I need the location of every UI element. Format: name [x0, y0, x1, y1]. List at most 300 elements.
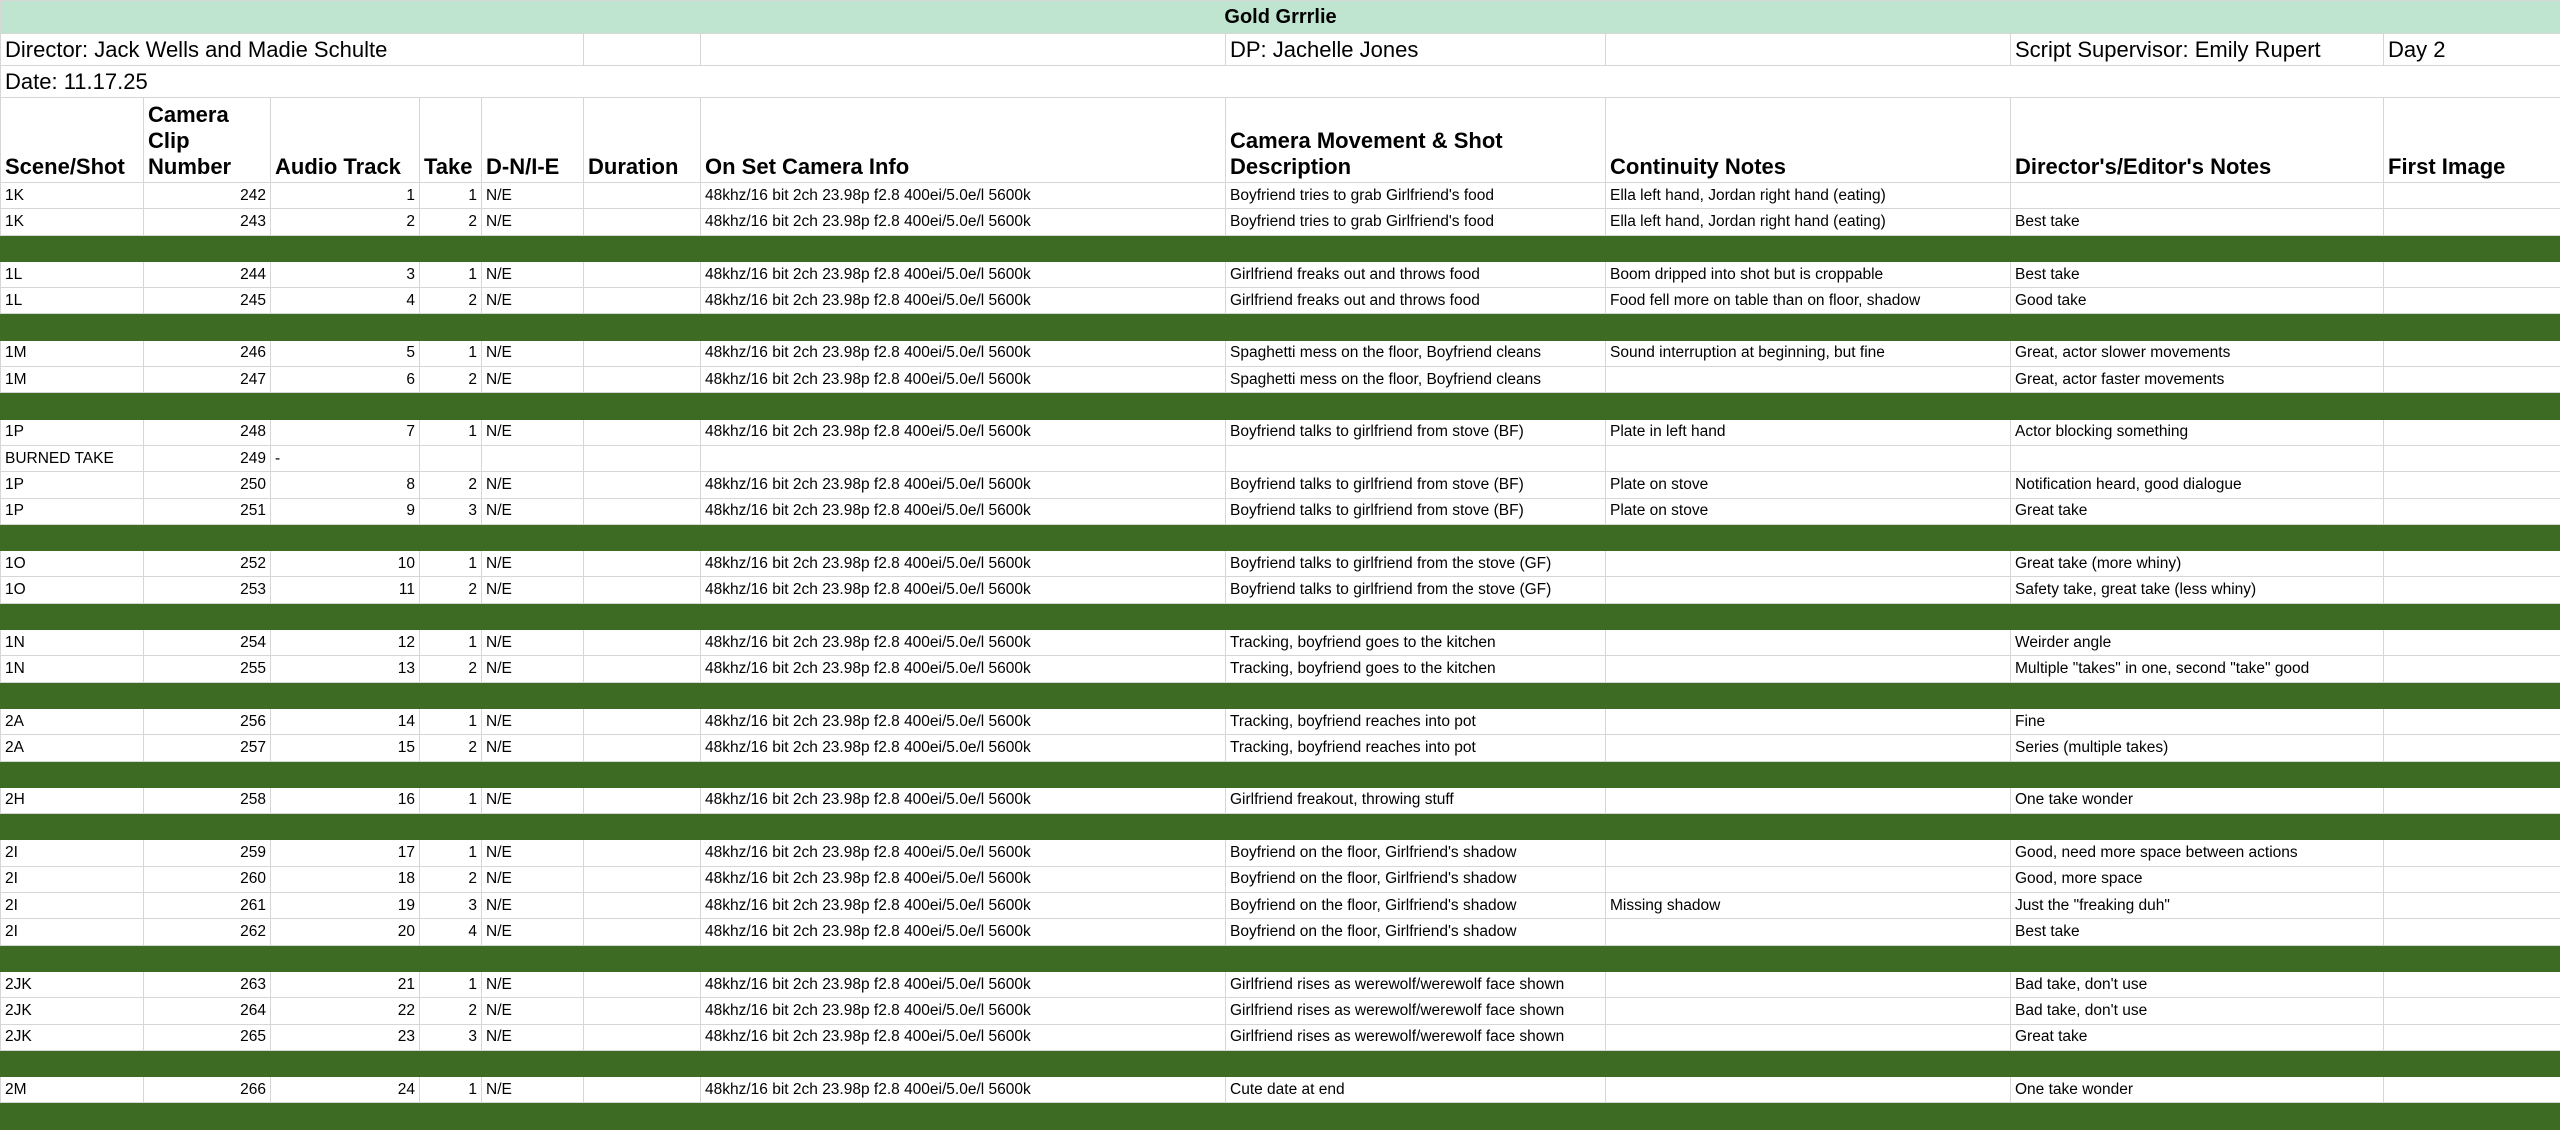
duration-cell[interactable]	[584, 183, 701, 209]
duration-cell[interactable]	[584, 787, 701, 813]
director-notes-cell[interactable]: Good, more space	[2011, 866, 2384, 892]
scene-shot-cell[interactable]: 2M	[1, 1077, 144, 1103]
camera-info-cell[interactable]: 48khz/16 bit 2ch 23.98p f2.8 400ei/5.0e/l 5600k	[701, 998, 1226, 1024]
duration-cell[interactable]	[584, 656, 701, 682]
duration-cell[interactable]	[584, 1024, 701, 1050]
separator-cell[interactable]	[1, 682, 2560, 708]
scene-shot-cell[interactable]: 1O	[1, 551, 144, 577]
clip-number-cell[interactable]: 243	[144, 209, 271, 235]
take-cell[interactable]: 1	[420, 787, 482, 813]
first-image-cell[interactable]	[2384, 866, 2560, 892]
scene-shot-cell[interactable]: 2JK	[1, 998, 144, 1024]
shot-description-cell[interactable]: Girlfriend freakout, throwing stuff	[1226, 787, 1606, 813]
take-cell[interactable]: 1	[420, 971, 482, 997]
director-notes-cell[interactable]: Best take	[2011, 261, 2384, 287]
continuity-notes-cell[interactable]: Missing shadow	[1606, 893, 2011, 919]
take-cell[interactable]: 3	[420, 498, 482, 524]
day-cell[interactable]: Day 2	[2384, 34, 2560, 66]
take-cell[interactable]: 2	[420, 866, 482, 892]
camera-info-cell[interactable]	[701, 445, 1226, 471]
first-image-cell[interactable]	[2384, 630, 2560, 656]
take-cell[interactable]: 2	[420, 209, 482, 235]
header-day-night[interactable]: D-N/I-E	[482, 98, 584, 183]
duration-cell[interactable]	[584, 630, 701, 656]
first-image-cell[interactable]	[2384, 183, 2560, 209]
continuity-notes-cell[interactable]	[1606, 551, 2011, 577]
header-camera-info[interactable]: On Set Camera Info	[701, 98, 1226, 183]
audio-track-cell[interactable]: 7	[271, 419, 420, 445]
duration-cell[interactable]	[584, 498, 701, 524]
clip-number-cell[interactable]: 259	[144, 840, 271, 866]
clip-number-cell[interactable]: 257	[144, 735, 271, 761]
day-night-cell[interactable]: N/E	[482, 840, 584, 866]
director-notes-cell[interactable]: Great, actor faster movements	[2011, 367, 2384, 393]
duration-cell[interactable]	[584, 735, 701, 761]
camera-info-cell[interactable]: 48khz/16 bit 2ch 23.98p f2.8 400ei/5.0e/l 5600k	[701, 183, 1226, 209]
first-image-cell[interactable]	[2384, 498, 2560, 524]
continuity-notes-cell[interactable]	[1606, 1024, 2011, 1050]
separator-cell[interactable]	[1, 1103, 2560, 1129]
director-notes-cell[interactable]: Bad take, don't use	[2011, 998, 2384, 1024]
clip-number-cell[interactable]: 254	[144, 630, 271, 656]
scene-shot-cell[interactable]: 2I	[1, 893, 144, 919]
audio-track-cell[interactable]: 1	[271, 183, 420, 209]
scene-shot-cell[interactable]: 1L	[1, 261, 144, 287]
first-image-cell[interactable]	[2384, 288, 2560, 314]
director-notes-cell[interactable]: One take wonder	[2011, 1077, 2384, 1103]
take-cell[interactable]: 2	[420, 735, 482, 761]
duration-cell[interactable]	[584, 1077, 701, 1103]
director-notes-cell[interactable]: Great take	[2011, 1024, 2384, 1050]
day-night-cell[interactable]: N/E	[482, 630, 584, 656]
day-night-cell[interactable]: N/E	[482, 656, 584, 682]
scene-shot-cell[interactable]: 2I	[1, 840, 144, 866]
date-cell[interactable]: Date: 11.17.25	[1, 66, 2560, 98]
scene-shot-cell[interactable]: 1M	[1, 340, 144, 366]
continuity-notes-cell[interactable]	[1606, 971, 2011, 997]
director-notes-cell[interactable]: Great take (more whiny)	[2011, 551, 2384, 577]
continuity-notes-cell[interactable]: Plate on stove	[1606, 472, 2011, 498]
script-supervisor-cell[interactable]: Script Supervisor: Emily Rupert	[2011, 34, 2384, 66]
audio-track-cell[interactable]: 15	[271, 735, 420, 761]
duration-cell[interactable]	[584, 577, 701, 603]
first-image-cell[interactable]	[2384, 472, 2560, 498]
scene-shot-cell[interactable]: 1K	[1, 183, 144, 209]
separator-cell[interactable]	[1, 1050, 2560, 1076]
shot-description-cell[interactable]: Boyfriend on the floor, Girlfriend's shadow	[1226, 866, 1606, 892]
take-cell[interactable]: 3	[420, 893, 482, 919]
continuity-notes-cell[interactable]	[1606, 787, 2011, 813]
take-cell[interactable]: 1	[420, 840, 482, 866]
audio-track-cell[interactable]: 4	[271, 288, 420, 314]
director-notes-cell[interactable]: Great, actor slower movements	[2011, 340, 2384, 366]
director-notes-cell[interactable]: Weirder angle	[2011, 630, 2384, 656]
clip-number-cell[interactable]: 264	[144, 998, 271, 1024]
day-night-cell[interactable]: N/E	[482, 919, 584, 945]
audio-track-cell[interactable]: 22	[271, 998, 420, 1024]
header-camera-clip-number[interactable]: Camera Clip Number	[144, 98, 271, 183]
day-night-cell[interactable]: N/E	[482, 1077, 584, 1103]
duration-cell[interactable]	[584, 840, 701, 866]
shot-description-cell[interactable]: Boyfriend on the floor, Girlfriend's shadow	[1226, 893, 1606, 919]
first-image-cell[interactable]	[2384, 1024, 2560, 1050]
clip-number-cell[interactable]: 258	[144, 787, 271, 813]
continuity-notes-cell[interactable]	[1606, 630, 2011, 656]
audio-track-cell[interactable]: 21	[271, 971, 420, 997]
clip-number-cell[interactable]: 266	[144, 1077, 271, 1103]
empty-cell[interactable]	[1606, 34, 2011, 66]
shot-description-cell[interactable]: Boyfriend talks to girlfriend from stove (BF)	[1226, 419, 1606, 445]
day-night-cell[interactable]: N/E	[482, 735, 584, 761]
duration-cell[interactable]	[584, 445, 701, 471]
day-night-cell[interactable]: N/E	[482, 577, 584, 603]
clip-number-cell[interactable]: 251	[144, 498, 271, 524]
separator-cell[interactable]	[1, 524, 2560, 550]
director-notes-cell[interactable]: Best take	[2011, 209, 2384, 235]
clip-number-cell[interactable]: 265	[144, 1024, 271, 1050]
clip-number-cell[interactable]: 252	[144, 551, 271, 577]
camera-info-cell[interactable]: 48khz/16 bit 2ch 23.98p f2.8 400ei/5.0e/l 5600k	[701, 735, 1226, 761]
camera-info-cell[interactable]: 48khz/16 bit 2ch 23.98p f2.8 400ei/5.0e/l 5600k	[701, 1024, 1226, 1050]
header-take[interactable]: Take	[420, 98, 482, 183]
take-cell[interactable]: 2	[420, 998, 482, 1024]
continuity-notes-cell[interactable]	[1606, 866, 2011, 892]
clip-number-cell[interactable]: 247	[144, 367, 271, 393]
shot-description-cell[interactable]: Girlfriend freaks out and throws food	[1226, 261, 1606, 287]
day-night-cell[interactable]: N/E	[482, 209, 584, 235]
audio-track-cell[interactable]: 18	[271, 866, 420, 892]
shot-description-cell[interactable]: Boyfriend talks to girlfriend from the stove (GF)	[1226, 551, 1606, 577]
director-notes-cell[interactable]: Great take	[2011, 498, 2384, 524]
first-image-cell[interactable]	[2384, 998, 2560, 1024]
take-cell[interactable]: 2	[420, 472, 482, 498]
clip-number-cell[interactable]: 249	[144, 445, 271, 471]
scene-shot-cell[interactable]: 2A	[1, 735, 144, 761]
separator-cell[interactable]	[1, 393, 2560, 419]
clip-number-cell[interactable]: 246	[144, 340, 271, 366]
director-notes-cell[interactable]: Best take	[2011, 919, 2384, 945]
shot-description-cell[interactable]: Tracking, boyfriend goes to the kitchen	[1226, 656, 1606, 682]
take-cell[interactable]: 2	[420, 656, 482, 682]
continuity-notes-cell[interactable]: Plate in left hand	[1606, 419, 2011, 445]
day-night-cell[interactable]: N/E	[482, 708, 584, 734]
empty-cell[interactable]	[701, 34, 1226, 66]
duration-cell[interactable]	[584, 708, 701, 734]
day-night-cell[interactable]: N/E	[482, 340, 584, 366]
camera-info-cell[interactable]: 48khz/16 bit 2ch 23.98p f2.8 400ei/5.0e/l 5600k	[701, 971, 1226, 997]
day-night-cell[interactable]: N/E	[482, 472, 584, 498]
first-image-cell[interactable]	[2384, 656, 2560, 682]
header-duration[interactable]: Duration	[584, 98, 701, 183]
day-night-cell[interactable]: N/E	[482, 183, 584, 209]
director-notes-cell[interactable]: Safety take, great take (less whiny)	[2011, 577, 2384, 603]
continuity-notes-cell[interactable]: Plate on stove	[1606, 498, 2011, 524]
duration-cell[interactable]	[584, 419, 701, 445]
day-night-cell[interactable]: N/E	[482, 1024, 584, 1050]
dp-cell[interactable]: DP: Jachelle Jones	[1226, 34, 1606, 66]
header-shot-description[interactable]: Camera Movement & Shot Description	[1226, 98, 1606, 183]
camera-info-cell[interactable]: 48khz/16 bit 2ch 23.98p f2.8 400ei/5.0e/l 5600k	[701, 261, 1226, 287]
shot-description-cell[interactable]: Girlfriend rises as werewolf/werewolf face shown	[1226, 1024, 1606, 1050]
continuity-notes-cell[interactable]	[1606, 919, 2011, 945]
day-night-cell[interactable]: N/E	[482, 893, 584, 919]
camera-info-cell[interactable]: 48khz/16 bit 2ch 23.98p f2.8 400ei/5.0e/l 5600k	[701, 919, 1226, 945]
first-image-cell[interactable]	[2384, 971, 2560, 997]
first-image-cell[interactable]	[2384, 340, 2560, 366]
separator-cell[interactable]	[1, 603, 2560, 629]
clip-number-cell[interactable]: 255	[144, 656, 271, 682]
scene-shot-cell[interactable]: 2A	[1, 708, 144, 734]
clip-number-cell[interactable]: 253	[144, 577, 271, 603]
first-image-cell[interactable]	[2384, 577, 2560, 603]
first-image-cell[interactable]	[2384, 209, 2560, 235]
clip-number-cell[interactable]: 244	[144, 261, 271, 287]
camera-info-cell[interactable]: 48khz/16 bit 2ch 23.98p f2.8 400ei/5.0e/l 5600k	[701, 340, 1226, 366]
camera-info-cell[interactable]: 48khz/16 bit 2ch 23.98p f2.8 400ei/5.0e/l 5600k	[701, 630, 1226, 656]
director-notes-cell[interactable]	[2011, 183, 2384, 209]
scene-shot-cell[interactable]: 2H	[1, 787, 144, 813]
take-cell[interactable]: 4	[420, 919, 482, 945]
take-cell[interactable]: 1	[420, 551, 482, 577]
camera-info-cell[interactable]: 48khz/16 bit 2ch 23.98p f2.8 400ei/5.0e/l 5600k	[701, 367, 1226, 393]
take-cell[interactable]: 1	[420, 419, 482, 445]
duration-cell[interactable]	[584, 998, 701, 1024]
audio-track-cell[interactable]: 2	[271, 209, 420, 235]
director-notes-cell[interactable]: Good, need more space between actions	[2011, 840, 2384, 866]
take-cell[interactable]: 1	[420, 708, 482, 734]
shot-description-cell[interactable]: Boyfriend on the floor, Girlfriend's shadow	[1226, 919, 1606, 945]
shot-description-cell[interactable]: Boyfriend tries to grab Girlfriend's food	[1226, 209, 1606, 235]
audio-track-cell[interactable]: 20	[271, 919, 420, 945]
shot-description-cell[interactable]: Cute date at end	[1226, 1077, 1606, 1103]
director-notes-cell[interactable]	[2011, 445, 2384, 471]
audio-track-cell[interactable]: 16	[271, 787, 420, 813]
continuity-notes-cell[interactable]	[1606, 735, 2011, 761]
audio-track-cell[interactable]: 14	[271, 708, 420, 734]
duration-cell[interactable]	[584, 919, 701, 945]
camera-info-cell[interactable]: 48khz/16 bit 2ch 23.98p f2.8 400ei/5.0e/l 5600k	[701, 656, 1226, 682]
duration-cell[interactable]	[584, 209, 701, 235]
header-director-notes[interactable]: Director's/Editor's Notes	[2011, 98, 2384, 183]
shot-description-cell[interactable]: Girlfriend freaks out and throws food	[1226, 288, 1606, 314]
director-notes-cell[interactable]: One take wonder	[2011, 787, 2384, 813]
take-cell[interactable]: 3	[420, 1024, 482, 1050]
camera-info-cell[interactable]: 48khz/16 bit 2ch 23.98p f2.8 400ei/5.0e/l 5600k	[701, 893, 1226, 919]
director-notes-cell[interactable]: Multiple "takes" in one, second "take" good	[2011, 656, 2384, 682]
camera-info-cell[interactable]: 48khz/16 bit 2ch 23.98p f2.8 400ei/5.0e/l 5600k	[701, 209, 1226, 235]
scene-shot-cell[interactable]: 2I	[1, 919, 144, 945]
audio-track-cell[interactable]: 6	[271, 367, 420, 393]
header-audio-track[interactable]: Audio Track	[271, 98, 420, 183]
audio-track-cell[interactable]: 23	[271, 1024, 420, 1050]
audio-track-cell[interactable]: 17	[271, 840, 420, 866]
director-notes-cell[interactable]: Bad take, don't use	[2011, 971, 2384, 997]
shot-description-cell[interactable]: Boyfriend talks to girlfriend from stove (BF)	[1226, 472, 1606, 498]
clip-number-cell[interactable]: 262	[144, 919, 271, 945]
header-continuity-notes[interactable]: Continuity Notes	[1606, 98, 2011, 183]
first-image-cell[interactable]	[2384, 708, 2560, 734]
day-night-cell[interactable]: N/E	[482, 998, 584, 1024]
duration-cell[interactable]	[584, 261, 701, 287]
camera-info-cell[interactable]: 48khz/16 bit 2ch 23.98p f2.8 400ei/5.0e/l 5600k	[701, 1077, 1226, 1103]
day-night-cell[interactable]: N/E	[482, 261, 584, 287]
scene-shot-cell[interactable]: 1L	[1, 288, 144, 314]
camera-info-cell[interactable]: 48khz/16 bit 2ch 23.98p f2.8 400ei/5.0e/l 5600k	[701, 498, 1226, 524]
duration-cell[interactable]	[584, 971, 701, 997]
director-notes-cell[interactable]: Actor blocking something	[2011, 419, 2384, 445]
empty-cell[interactable]	[584, 34, 701, 66]
shot-description-cell[interactable]: Girlfriend rises as werewolf/werewolf face shown	[1226, 998, 1606, 1024]
day-night-cell[interactable]: N/E	[482, 288, 584, 314]
clip-number-cell[interactable]: 248	[144, 419, 271, 445]
camera-info-cell[interactable]: 48khz/16 bit 2ch 23.98p f2.8 400ei/5.0e/l 5600k	[701, 787, 1226, 813]
take-cell[interactable]: 1	[420, 340, 482, 366]
scene-shot-cell[interactable]: 1N	[1, 630, 144, 656]
take-cell[interactable]: 2	[420, 288, 482, 314]
day-night-cell[interactable]: N/E	[482, 551, 584, 577]
day-night-cell[interactable]: N/E	[482, 498, 584, 524]
day-night-cell[interactable]: N/E	[482, 787, 584, 813]
header-scene-shot[interactable]: Scene/Shot	[1, 98, 144, 183]
continuity-notes-cell[interactable]	[1606, 708, 2011, 734]
director-notes-cell[interactable]: Just the "freaking duh"	[2011, 893, 2384, 919]
continuity-notes-cell[interactable]	[1606, 577, 2011, 603]
camera-info-cell[interactable]: 48khz/16 bit 2ch 23.98p f2.8 400ei/5.0e/l 5600k	[701, 472, 1226, 498]
first-image-cell[interactable]	[2384, 893, 2560, 919]
separator-cell[interactable]	[1, 314, 2560, 340]
day-night-cell[interactable]: N/E	[482, 971, 584, 997]
continuity-notes-cell[interactable]: Ella left hand, Jordan right hand (eating)	[1606, 183, 2011, 209]
scene-shot-cell[interactable]: 2JK	[1, 971, 144, 997]
separator-cell[interactable]	[1, 235, 2560, 261]
continuity-notes-cell[interactable]: Boom dripped into shot but is croppable	[1606, 261, 2011, 287]
day-night-cell[interactable]: N/E	[482, 367, 584, 393]
audio-track-cell[interactable]: 9	[271, 498, 420, 524]
continuity-notes-cell[interactable]: Ella left hand, Jordan right hand (eating)	[1606, 209, 2011, 235]
audio-track-cell[interactable]: 13	[271, 656, 420, 682]
camera-info-cell[interactable]: 48khz/16 bit 2ch 23.98p f2.8 400ei/5.0e/l 5600k	[701, 551, 1226, 577]
clip-number-cell[interactable]: 250	[144, 472, 271, 498]
audio-track-cell[interactable]: 8	[271, 472, 420, 498]
camera-info-cell[interactable]: 48khz/16 bit 2ch 23.98p f2.8 400ei/5.0e/l 5600k	[701, 866, 1226, 892]
scene-shot-cell[interactable]: BURNED TAKE	[1, 445, 144, 471]
audio-track-cell[interactable]: 12	[271, 630, 420, 656]
scene-shot-cell[interactable]: 1M	[1, 367, 144, 393]
clip-number-cell[interactable]: 263	[144, 971, 271, 997]
first-image-cell[interactable]	[2384, 919, 2560, 945]
audio-track-cell[interactable]: -	[271, 445, 420, 471]
audio-track-cell[interactable]: 5	[271, 340, 420, 366]
take-cell[interactable]: 2	[420, 577, 482, 603]
shot-description-cell[interactable]: Boyfriend tries to grab Girlfriend's food	[1226, 183, 1606, 209]
continuity-notes-cell[interactable]	[1606, 367, 2011, 393]
camera-info-cell[interactable]: 48khz/16 bit 2ch 23.98p f2.8 400ei/5.0e/l 5600k	[701, 419, 1226, 445]
duration-cell[interactable]	[584, 288, 701, 314]
first-image-cell[interactable]	[2384, 261, 2560, 287]
continuity-notes-cell[interactable]	[1606, 445, 2011, 471]
duration-cell[interactable]	[584, 893, 701, 919]
separator-cell[interactable]	[1, 945, 2560, 971]
take-cell[interactable]	[420, 445, 482, 471]
sheet-title[interactable]: Gold Grrrlie	[1, 1, 2560, 34]
first-image-cell[interactable]	[2384, 551, 2560, 577]
scene-shot-cell[interactable]: 1O	[1, 577, 144, 603]
shot-description-cell[interactable]: Spaghetti mess on the floor, Boyfriend cleans	[1226, 340, 1606, 366]
duration-cell[interactable]	[584, 367, 701, 393]
shot-description-cell[interactable]: Boyfriend talks to girlfriend from the stove (GF)	[1226, 577, 1606, 603]
scene-shot-cell[interactable]: 1K	[1, 209, 144, 235]
director-notes-cell[interactable]: Good take	[2011, 288, 2384, 314]
clip-number-cell[interactable]: 242	[144, 183, 271, 209]
audio-track-cell[interactable]: 3	[271, 261, 420, 287]
first-image-cell[interactable]	[2384, 445, 2560, 471]
audio-track-cell[interactable]: 10	[271, 551, 420, 577]
shot-description-cell[interactable]: Tracking, boyfriend goes to the kitchen	[1226, 630, 1606, 656]
first-image-cell[interactable]	[2384, 367, 2560, 393]
take-cell[interactable]: 1	[420, 630, 482, 656]
first-image-cell[interactable]	[2384, 1077, 2560, 1103]
shot-description-cell[interactable]: Boyfriend on the floor, Girlfriend's shadow	[1226, 840, 1606, 866]
director-notes-cell[interactable]: Series (multiple takes)	[2011, 735, 2384, 761]
header-first-image[interactable]: First Image	[2384, 98, 2560, 183]
scene-shot-cell[interactable]: 2JK	[1, 1024, 144, 1050]
clip-number-cell[interactable]: 245	[144, 288, 271, 314]
take-cell[interactable]: 1	[420, 183, 482, 209]
take-cell[interactable]: 1	[420, 261, 482, 287]
separator-cell[interactable]	[1, 814, 2560, 840]
scene-shot-cell[interactable]: 1N	[1, 656, 144, 682]
audio-track-cell[interactable]: 11	[271, 577, 420, 603]
continuity-notes-cell[interactable]	[1606, 1077, 2011, 1103]
clip-number-cell[interactable]: 261	[144, 893, 271, 919]
director-notes-cell[interactable]: Notification heard, good dialogue	[2011, 472, 2384, 498]
shot-description-cell[interactable]: Tracking, boyfriend reaches into pot	[1226, 735, 1606, 761]
take-cell[interactable]: 1	[420, 1077, 482, 1103]
audio-track-cell[interactable]: 24	[271, 1077, 420, 1103]
scene-shot-cell[interactable]: 1P	[1, 472, 144, 498]
duration-cell[interactable]	[584, 551, 701, 577]
shot-description-cell[interactable]: Girlfriend rises as werewolf/werewolf face shown	[1226, 971, 1606, 997]
first-image-cell[interactable]	[2384, 787, 2560, 813]
take-cell[interactable]: 2	[420, 367, 482, 393]
shot-description-cell[interactable]: Tracking, boyfriend reaches into pot	[1226, 708, 1606, 734]
day-night-cell[interactable]	[482, 445, 584, 471]
scene-shot-cell[interactable]: 2I	[1, 866, 144, 892]
clip-number-cell[interactable]: 260	[144, 866, 271, 892]
audio-track-cell[interactable]: 19	[271, 893, 420, 919]
duration-cell[interactable]	[584, 866, 701, 892]
camera-info-cell[interactable]: 48khz/16 bit 2ch 23.98p f2.8 400ei/5.0e/l 5600k	[701, 708, 1226, 734]
first-image-cell[interactable]	[2384, 735, 2560, 761]
shot-description-cell[interactable]	[1226, 445, 1606, 471]
continuity-notes-cell[interactable]	[1606, 998, 2011, 1024]
director-cell[interactable]: Director: Jack Wells and Madie Schulte	[1, 34, 584, 66]
day-night-cell[interactable]: N/E	[482, 419, 584, 445]
scene-shot-cell[interactable]: 1P	[1, 419, 144, 445]
continuity-notes-cell[interactable]: Sound interruption at beginning, but fine	[1606, 340, 2011, 366]
continuity-notes-cell[interactable]	[1606, 840, 2011, 866]
continuity-notes-cell[interactable]	[1606, 656, 2011, 682]
shot-description-cell[interactable]: Spaghetti mess on the floor, Boyfriend cleans	[1226, 367, 1606, 393]
camera-info-cell[interactable]: 48khz/16 bit 2ch 23.98p f2.8 400ei/5.0e/l 5600k	[701, 577, 1226, 603]
first-image-cell[interactable]	[2384, 419, 2560, 445]
duration-cell[interactable]	[584, 340, 701, 366]
director-notes-cell[interactable]: Fine	[2011, 708, 2384, 734]
camera-info-cell[interactable]: 48khz/16 bit 2ch 23.98p f2.8 400ei/5.0e/l 5600k	[701, 288, 1226, 314]
scene-shot-cell[interactable]: 1P	[1, 498, 144, 524]
first-image-cell[interactable]	[2384, 840, 2560, 866]
duration-cell[interactable]	[584, 472, 701, 498]
